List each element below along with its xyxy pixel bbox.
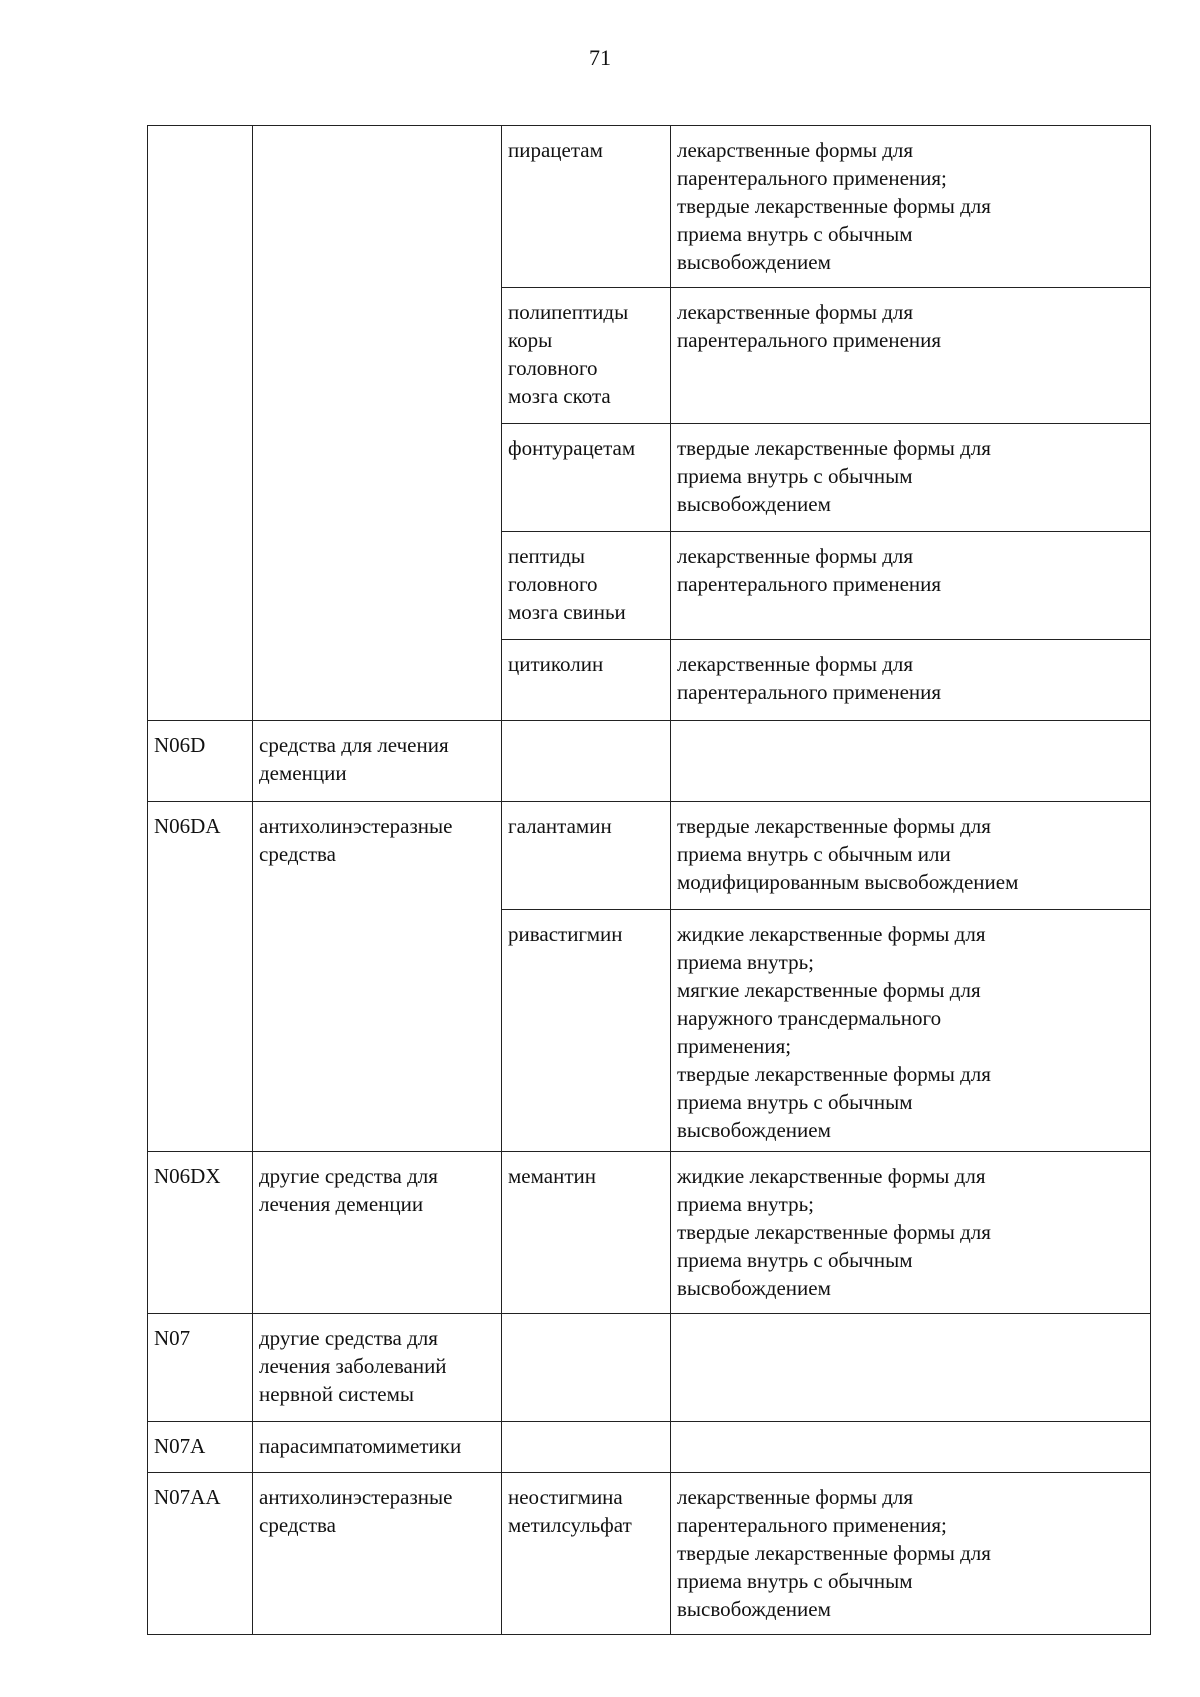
drug-name-cell [502,721,671,802]
drug-name-cell [502,1314,671,1422]
dosage-forms-cell: лекарственные формы для парентерального применения; твердые лекарственные формы для приема внутрь с обычным высвобождением [671,1473,1151,1635]
drug-name-cell [502,1422,671,1473]
drug-name-cell: галантамин [502,802,671,910]
drug-name-cell: полипептиды коры головного мозга скота [502,288,671,424]
table-row [148,802,1151,910]
dosage-forms-cell: лекарственные формы для парентерального применения; твердые лекарственные формы для приема внутрь с обычным высвобождением [671,126,1151,288]
code-cell: N06D [148,721,253,802]
dosage-forms-cell [671,1314,1151,1422]
table-row [148,721,1151,802]
dosage-forms-cell: лекарственные формы для парентерального применения [671,288,1151,424]
drug-name-cell: пептиды головного мозга свиньи [502,532,671,640]
table-row [148,1152,1151,1314]
drug-name-cell: фонтурацетам [502,424,671,532]
code-cell: N07 [148,1314,253,1422]
group-name-cell: антихолинэстеразные средства [253,1473,502,1635]
code-cell: N07AA [148,1473,253,1635]
table-row [148,1422,1151,1473]
dosage-forms-cell: твердые лекарственные формы для приема внутрь с обычным высвобождением [671,424,1151,532]
drug-name-cell: неостигмина метилсульфат [502,1473,671,1635]
code-cell: N06DX [148,1152,253,1314]
group-name-cell [253,126,502,721]
table-row [148,1473,1151,1635]
dosage-forms-cell: жидкие лекарственные формы для приема внутрь; мягкие лекарственные формы для наружного трансдермального применения; твердые лекарственные формы для приема внутрь с обычным высвобождением [671,910,1151,1152]
group-name-cell: антихолинэстеразные средства [253,802,502,1152]
drug-name-cell: ривастигмин [502,910,671,1152]
table-row [148,1314,1151,1422]
code-cell: N06DA [148,802,253,1152]
dosage-forms-cell: твердые лекарственные формы для приема внутрь с обычным или модифицированным высвобождением [671,802,1151,910]
drug-name-cell: цитиколин [502,640,671,721]
dosage-forms-cell: лекарственные формы для парентерального применения [671,640,1151,721]
drug-list-table [147,125,1151,1635]
code-cell: N07A [148,1422,253,1473]
group-name-cell: другие средства для лечения заболеваний нервной системы [253,1314,502,1422]
dosage-forms-cell [671,721,1151,802]
dosage-forms-cell: жидкие лекарственные формы для приема внутрь; твердые лекарственные формы для приема внутрь с обычным высвобождением [671,1152,1151,1314]
dosage-forms-cell [671,1422,1151,1473]
drug-name-cell: мемантин [502,1152,671,1314]
group-name-cell: парасимпатомиметики [253,1422,502,1473]
page-number: 71 [589,45,611,70]
group-name-cell: средства для лечения деменции [253,721,502,802]
drug-name-cell: пирацетам [502,126,671,288]
code-cell [148,126,253,721]
table-row [148,126,1151,288]
dosage-forms-cell: лекарственные формы для парентерального применения [671,532,1151,640]
group-name-cell: другие средства для лечения деменции [253,1152,502,1314]
